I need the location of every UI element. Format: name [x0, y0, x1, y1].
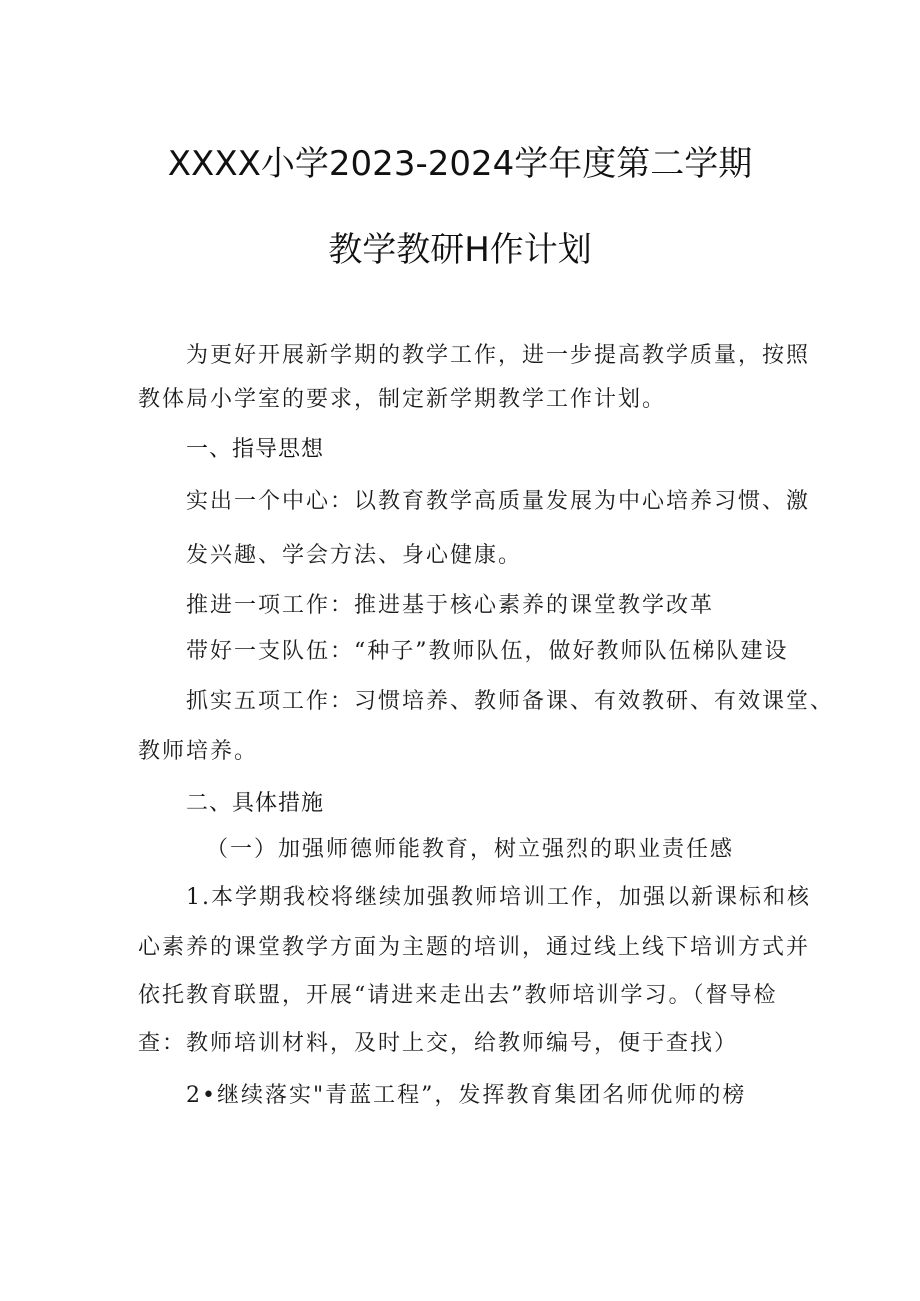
section-1-line: 教师培养。 [138, 739, 259, 764]
item-1-line: 依托教育联盟，开展“请进来走出去”教师培训学习。（督导检 [138, 983, 778, 1008]
section-1-line: 发兴趣、学会方法、身心健康。 [186, 543, 523, 568]
item-1-line: 心素养的课堂教学方面为主题的培训，通过线上线下培训方式并 [138, 935, 811, 960]
item-1-line: 查：教师培训材料，及时上交，给教师编号，便于查找） [138, 1031, 739, 1056]
document-title-line-2: 教学教研H作计划 [328, 230, 592, 270]
intro-line-1: 为更好开展新学期的教学工作，进一步提高教学质量，按照 [186, 343, 811, 368]
section-1-heading: 一、指导思想 [186, 437, 325, 462]
section-2-heading: 二、具体措施 [186, 791, 325, 816]
section-1-line: 带好一支队伍：“种子”教师队伍，做好教师队伍梯队建设 [186, 639, 789, 664]
item-1-line: 1.本学期我校将继续加强教师培训工作，加强以新课标和核 [186, 885, 811, 910]
section-2-subheading: （一）加强师德师能教育，树立强烈的职业责任感 [206, 837, 735, 862]
document-title-line-1: XXXX小学2023-2024学年度第二学期 [167, 144, 753, 184]
item-2-line: 2•继续落实"青蓝工程”，发挥教育集团名师优师的榜 [186, 1083, 747, 1108]
intro-line-2: 教体局小学室的要求，制定新学期教学工作计划。 [138, 387, 667, 412]
section-1-line: 抓实五项工作：习惯培养、教师备课、有效教研、有效课堂、 [186, 689, 835, 714]
section-1-line: 实出一个中心：以教育教学高质量发展为中心培养习惯、激 [186, 489, 811, 514]
section-1-line: 推进一项工作：推进基于核心素养的课堂教学改革 [186, 593, 715, 618]
